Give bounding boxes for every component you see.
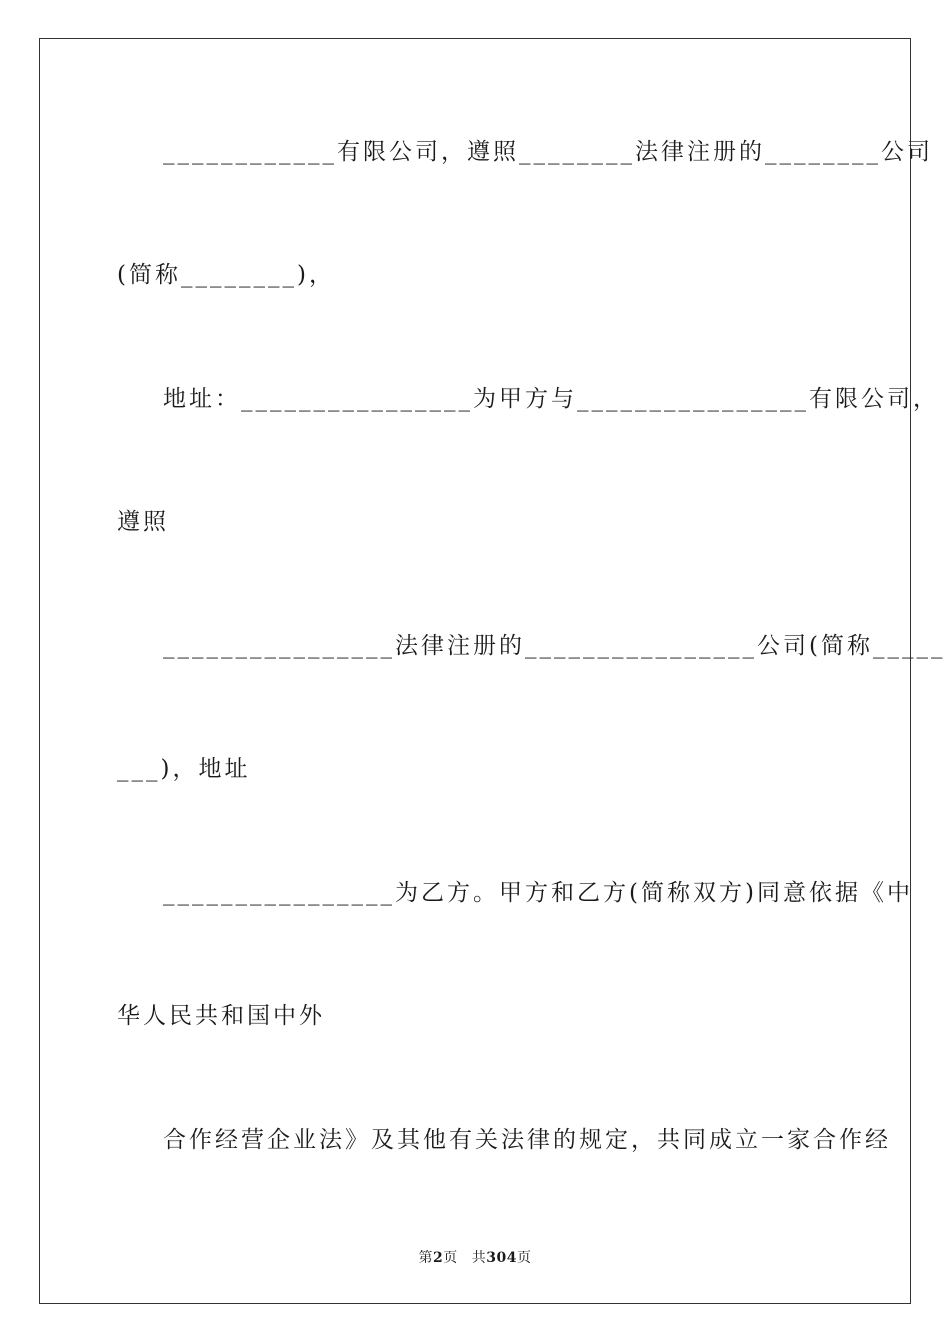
total-pages: 304 (486, 1250, 517, 1266)
page-suffix: 页 (443, 1250, 458, 1266)
page-number: 2 (433, 1250, 444, 1266)
page-border (39, 38, 946, 1304)
page-footer (0, 1247, 950, 1267)
paragraph-line-5: ________________法律注册的________________公司(简称_____ (163, 633, 946, 659)
total-prefix: 共 (471, 1250, 487, 1266)
total-suffix: 页 (516, 1250, 532, 1266)
paragraph-line-2: (简称________)， (117, 262, 335, 288)
paragraph-line-6: ___)，地址 (117, 756, 251, 782)
page-prefix: 第 (418, 1250, 433, 1266)
paragraph-line-1: ____________有限公司，遵照________法律注册的________公司 (163, 139, 933, 165)
paragraph-line-9: 合作经营企业法》及其他有关法律的规定，共同成立一家合作经 (163, 1127, 891, 1153)
paragraph-line-3: 地址：________________为甲方与________________有限公司， (163, 386, 939, 412)
paragraph-line-8: 华人民共和国中外 (117, 1003, 325, 1029)
paragraph-line-7: ________________为乙方。甲方和乙方(简称双方)同意依据《中 (163, 880, 913, 906)
paragraph-line-4: 遵照 (117, 509, 169, 535)
